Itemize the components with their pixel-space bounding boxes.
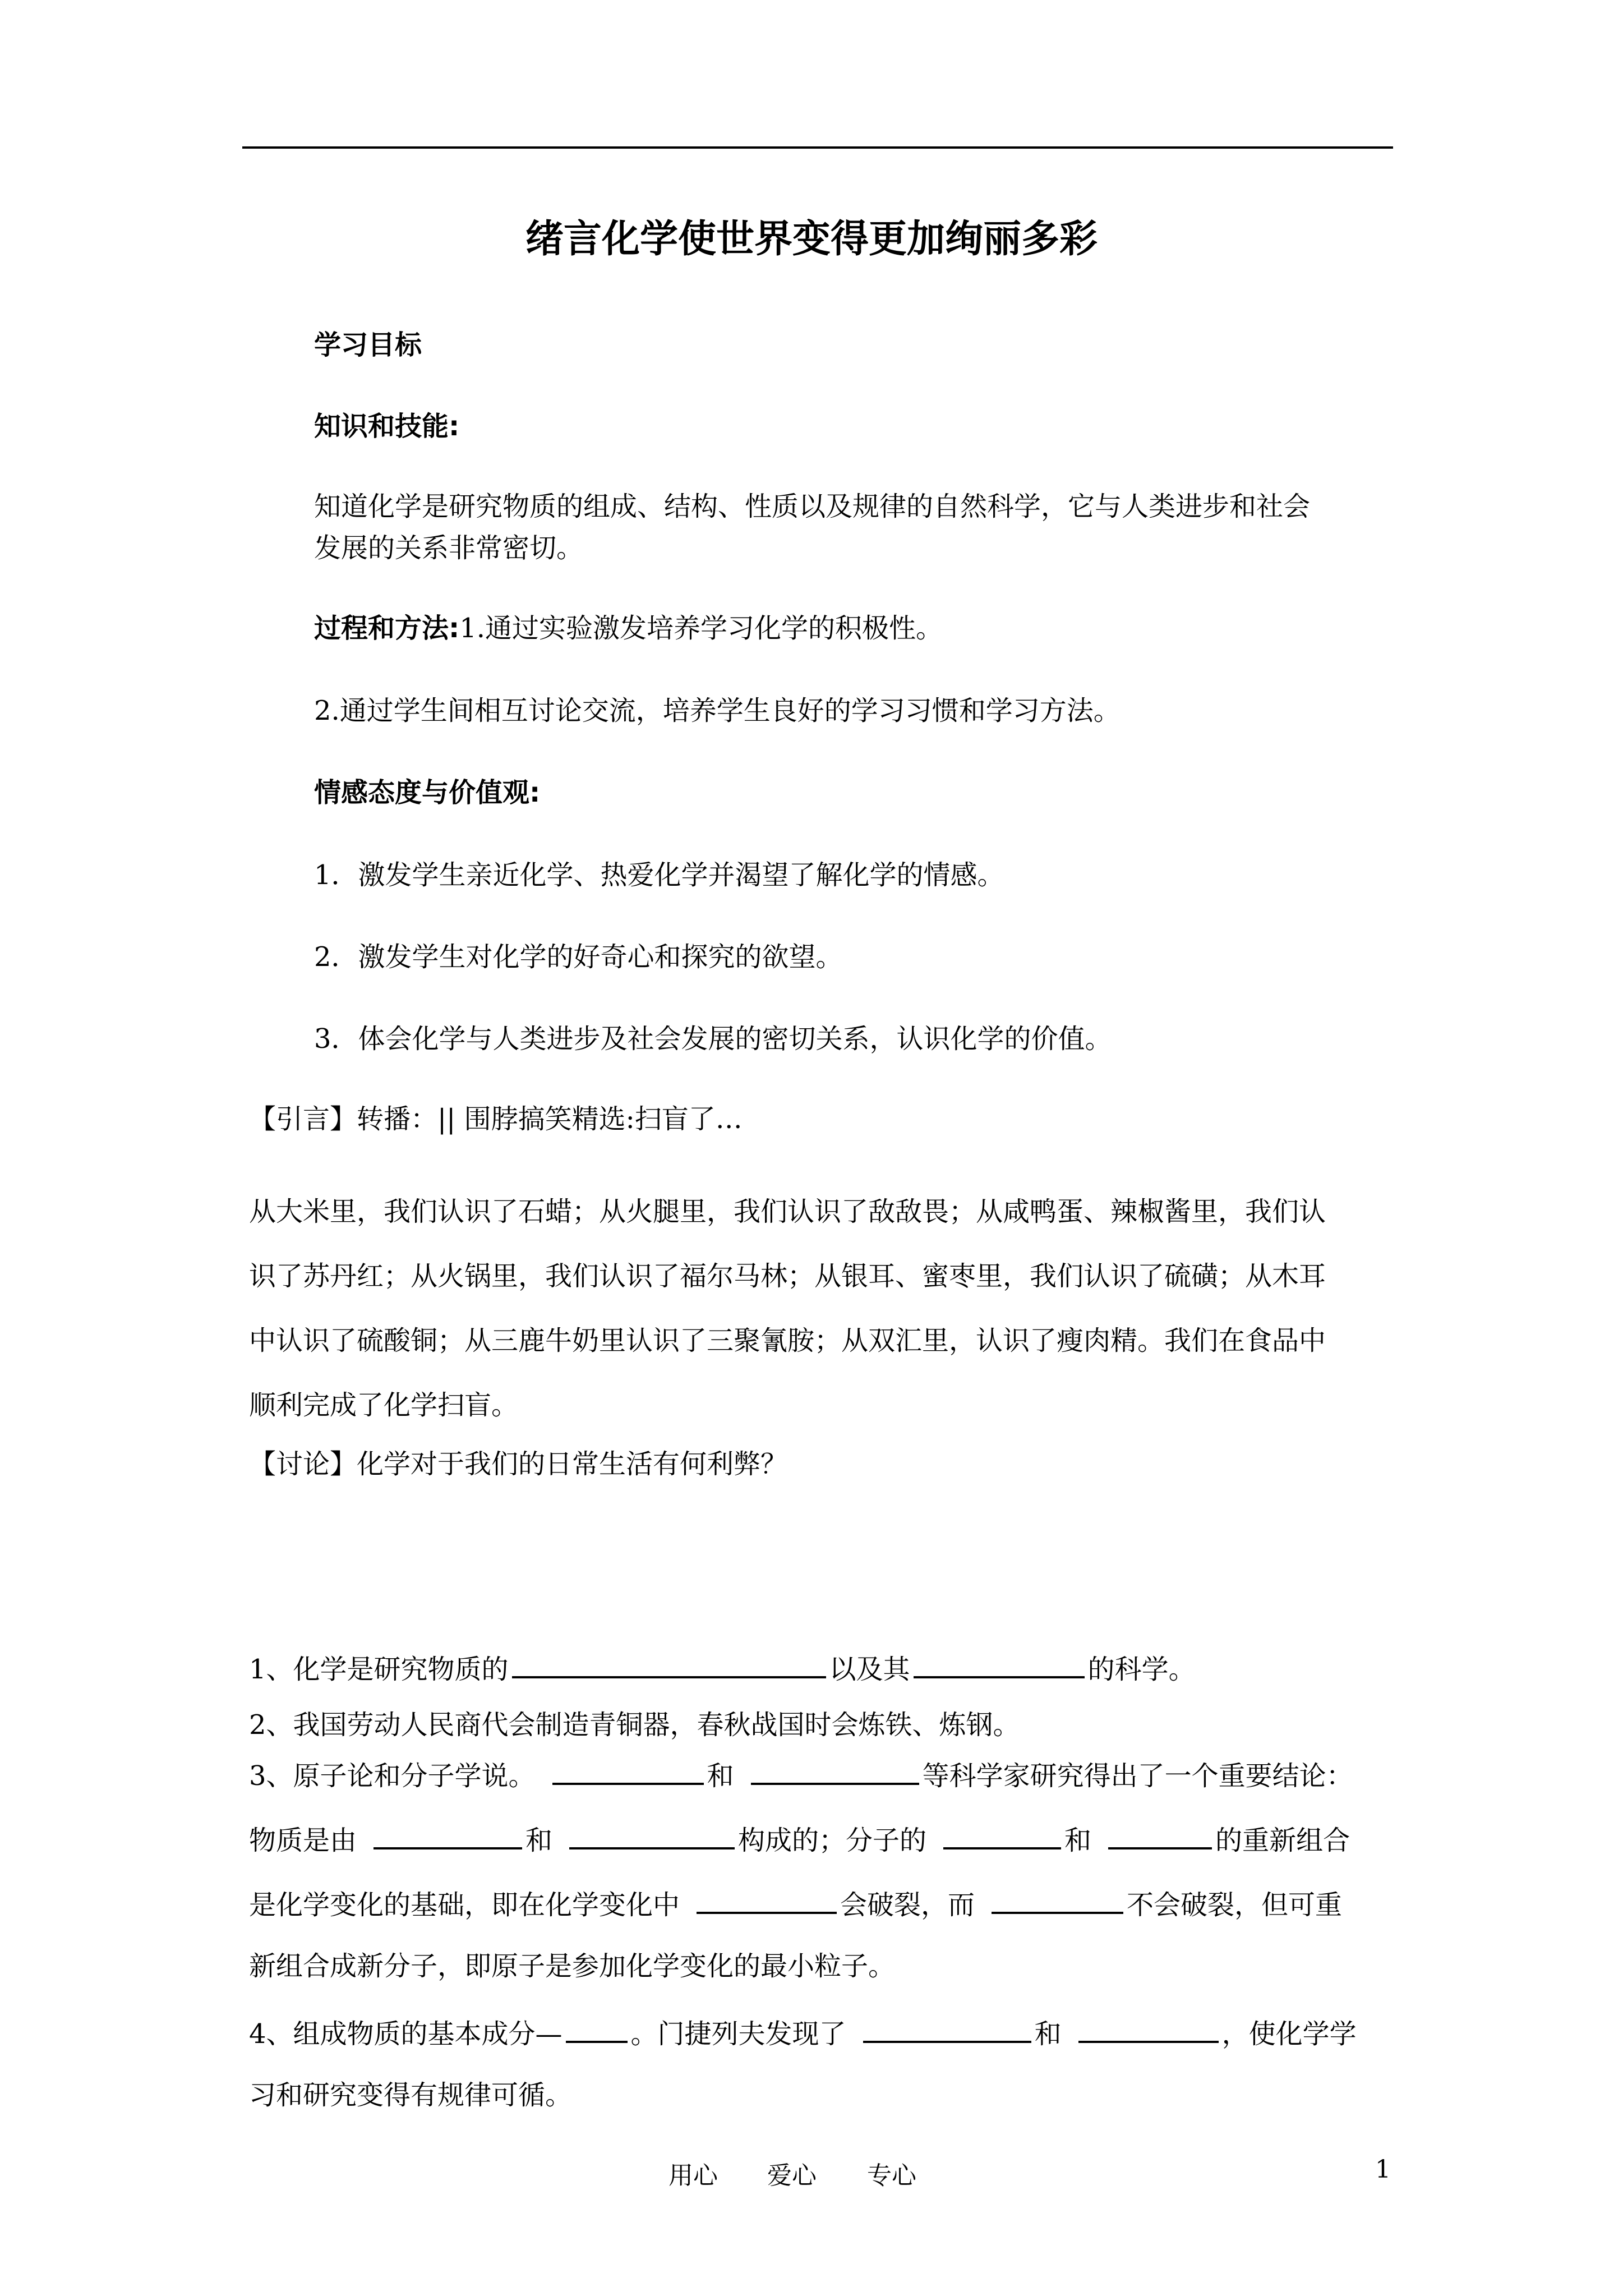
fill-blank[interactable] <box>569 1820 735 1849</box>
objectives-heading: 学习目标 <box>314 329 422 361</box>
question-text: 会破裂，而 <box>840 1889 975 1921</box>
emotion-item: 1．激发学生亲近化学、热爱化学并渴望了解化学的情感。 <box>314 859 1004 891</box>
question-text: 和 <box>1064 1825 1092 1856</box>
knowledge-text-line: 知道化学是研究物质的组成、结构、性质以及规律的自然科学，它与人类进步和社会 <box>314 491 1311 522</box>
intro-line: 【引言】转播：|| 围脖搞笑精选:扫盲了… <box>249 1103 743 1135</box>
paragraph-line: 识了苏丹红；从火锅里，我们认识了福尔马林；从银耳、蜜枣里，我们认识了硫磺；从木耳 <box>249 1260 1326 1292</box>
fill-blank[interactable] <box>943 1820 1061 1849</box>
process-line <box>314 611 943 645</box>
fill-blank[interactable] <box>1108 1820 1212 1849</box>
question-text: 和 <box>525 1825 553 1856</box>
question-text: 物质是由 <box>249 1825 357 1856</box>
footer-motto: 用心 <box>668 2161 718 2190</box>
question-text: 的科学。 <box>1087 1654 1196 1685</box>
document-title: 绪言化学使世界变得更加绚丽多彩 <box>525 217 1098 261</box>
question-2: 2、我国劳动人民商代会制造青铜器，春秋战国时会炼铁、炼钢。 <box>249 1709 1020 1741</box>
fill-blank[interactable] <box>863 2014 1031 2043</box>
emotion-item: 3．体会化学与人类进步及社会发展的密切关系，认识化学的价值。 <box>314 1023 1112 1055</box>
question-text: 是化学变化的基础，即在化学变化中 <box>249 1889 680 1921</box>
question-3-line <box>249 1820 1350 1857</box>
fill-blank[interactable] <box>552 1756 704 1785</box>
question-text: 1、化学是研究物质的 <box>249 1654 509 1685</box>
question-text: 的重新组合 <box>1215 1825 1350 1856</box>
paragraph-line: 从大米里，我们认识了石蜡；从火腿里，我们认识了敌敌畏；从咸鸭蛋、辣椒酱里，我们认 <box>249 1196 1326 1227</box>
fill-blank[interactable] <box>374 1820 522 1849</box>
process-item: 1.通过实验激发培养学习化学的积极性。 <box>459 613 943 644</box>
paragraph-line: 顺利完成了化学扫盲。 <box>249 1389 519 1421</box>
header-rule <box>242 146 1393 149</box>
fill-blank[interactable] <box>1078 2014 1219 2043</box>
fill-blank[interactable] <box>751 1756 919 1785</box>
question-3-line <box>249 1756 1353 1793</box>
process-item: 2.通过学生间相互讨论交流，培养学生良好的学习习惯和学习方法。 <box>314 695 1121 726</box>
question-1 <box>249 1649 1196 1686</box>
question-3-line <box>249 1885 1342 1922</box>
page-number: 1 <box>1375 2155 1391 2184</box>
question-text: 构成的；分子的 <box>738 1825 927 1856</box>
question-text: 3、原子论和分子学说。 <box>249 1760 536 1792</box>
question-text: 。门捷列夫发现了 <box>630 2018 846 2050</box>
paragraph-line: 中认识了硫酸铜；从三鹿牛奶里认识了三聚氰胺；从双汇里，认识了瘦肉精。我们在食品中 <box>249 1325 1326 1356</box>
discussion-line: 【讨论】化学对于我们的日常生活有何利弊？ <box>249 1448 788 1480</box>
fill-blank[interactable] <box>914 1649 1085 1678</box>
question-text: 等科学家研究得出了一个重要结论： <box>922 1760 1353 1792</box>
fill-blank[interactable] <box>566 2014 628 2043</box>
footer-motto: 专心 <box>867 2161 916 2190</box>
knowledge-text-line: 发展的关系非常密切。 <box>314 532 584 564</box>
fill-blank[interactable] <box>697 1885 837 1914</box>
emotion-item: 2．激发学生对化学的好奇心和探究的欲望。 <box>314 941 843 973</box>
question-text: 和 <box>1034 2018 1062 2050</box>
footer-motto: 爱心 <box>767 2161 817 2190</box>
fill-blank[interactable] <box>992 1885 1123 1914</box>
knowledge-heading: 知识和技能: <box>314 411 460 442</box>
question-3-line: 新组合成新分子，即原子是参加化学变化的最小粒子。 <box>249 1950 896 1982</box>
question-text: ，使化学学 <box>1221 2018 1357 2050</box>
question-text: 和 <box>707 1760 734 1792</box>
question-text: 4、组成物质的基本成分— <box>249 2018 562 2050</box>
question-text: 以及其 <box>829 1654 910 1685</box>
process-heading: 过程和方法: <box>314 613 460 644</box>
emotion-heading: 情感态度与价值观: <box>314 777 541 808</box>
question-text: 不会破裂，但可重 <box>1127 1889 1343 1921</box>
fill-blank[interactable] <box>512 1649 826 1678</box>
question-4-line: 习和研究变得有规律可循。 <box>249 2079 573 2111</box>
question-4-line <box>249 2014 1357 2051</box>
